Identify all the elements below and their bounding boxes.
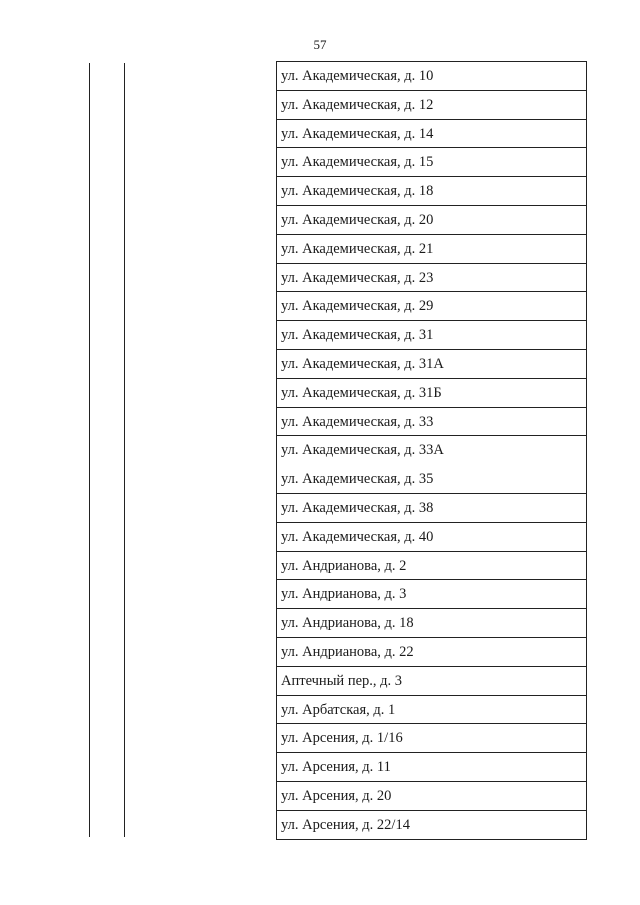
address-row: ул. Арсения, д. 1/16 — [277, 723, 586, 752]
address-row: ул. Андрианова, д. 22 — [277, 637, 586, 666]
address-row: ул. Академическая, д. 40 — [277, 522, 586, 551]
address-row: ул. Арбатская, д. 1 — [277, 695, 586, 724]
table-column-border-inner — [124, 63, 125, 837]
address-row: ул. Арсения, д. 20 — [277, 781, 586, 810]
address-row: ул. Академическая, д. 31 — [277, 320, 586, 349]
table-column-border-left — [89, 63, 90, 837]
address-row: ул. Арсения, д. 11 — [277, 752, 586, 781]
address-row: ул. Академическая, д. 31Б — [277, 378, 586, 407]
address-row: ул. Академическая, д. 15 — [277, 147, 586, 176]
address-row: ул. Академическая, д. 29 — [277, 291, 586, 320]
address-row: ул. Академическая, д. 21 — [277, 234, 586, 263]
address-row: ул. Арсения, д. 22/14 — [277, 810, 586, 839]
address-row: ул. Академическая, д. 33А — [277, 435, 586, 464]
address-row: ул. Академическая, д. 12 — [277, 90, 586, 119]
address-row: ул. Академическая, д. 20 — [277, 205, 586, 234]
address-row: ул. Андрианова, д. 2 — [277, 551, 586, 580]
address-row: ул. Академическая, д. 18 — [277, 176, 586, 205]
address-row: ул. Академическая, д. 14 — [277, 119, 586, 148]
address-row: ул. Андрианова, д. 18 — [277, 608, 586, 637]
address-table — [276, 61, 587, 840]
address-row: ул. Академическая, д. 23 — [277, 263, 586, 292]
address-row: ул. Академическая, д. 38 — [277, 493, 586, 522]
address-row: ул. Академическая, д. 33 — [277, 407, 586, 436]
address-row: ул. Академическая, д. 35 — [281, 471, 434, 488]
page-number: 57 — [313, 37, 327, 52]
address-row: ул. Андрианова, д. 3 — [277, 579, 586, 608]
address-row: ул. Академическая, д. 31А — [277, 349, 586, 378]
address-row: Аптечный пер., д. 3 — [277, 666, 586, 695]
address-row: ул. Академическая, д. 10 — [277, 61, 586, 90]
